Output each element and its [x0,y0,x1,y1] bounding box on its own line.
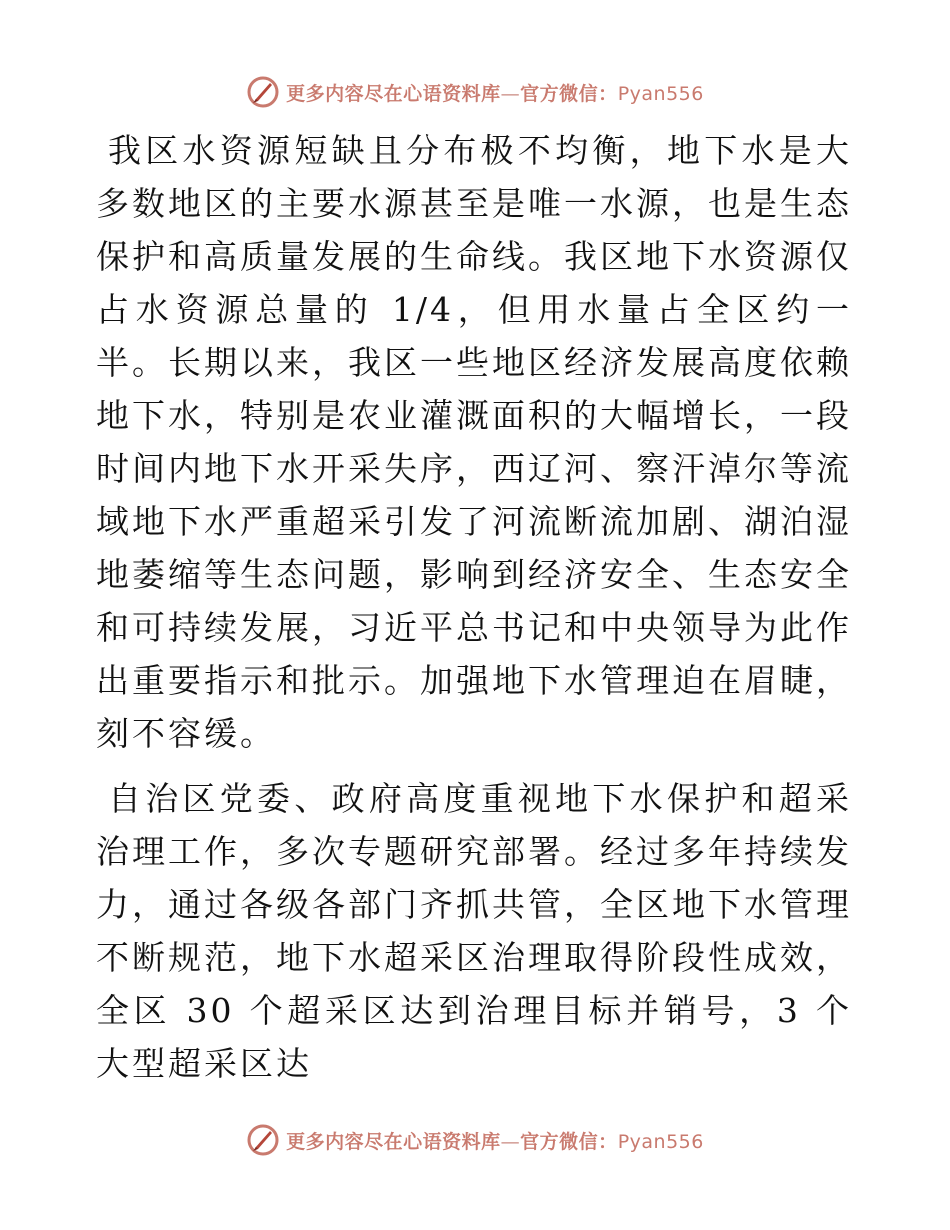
watermark-separator: — [500,82,521,105]
watermark-text [286,79,704,106]
quill-logo-icon [246,1123,280,1157]
header-watermark [0,70,950,114]
watermark-wechat-handle: Pyan556 [617,82,704,105]
watermark-title: 更多内容尽在心语资料库 [286,1130,501,1153]
watermark-wechat-label: 官方微信： [520,1130,618,1153]
quill-logo-icon [246,75,280,109]
watermark-title: 更多内容尽在心语资料库 [286,82,501,105]
paragraph-2: 自治区党委、政府高度重视地下水保护和超采治理工作，多次专题研究部署。经过多年持续发力，通过各级各部门齐抓共管，全区地下水管理不断规范，地下水超采区治理取得阶段性成效，全区 30 个超采区达到治理目标并销号，3 个大型超采区达 [96,779,852,1083]
document-body [96,124,852,1090]
paragraph-1: 我区水资源短缺且分布极不均衡，地下水是大多数地区的主要水源甚至是唯一水源，也是生态保护和高质量发展的生命线。我区地下水资源仅占水资源总量的 1/4，但用水量占全区约一半。长期以来，我区一些地区经济发展高度依赖地下水，特别是农业灌溉面积的大幅增长，一段时间内地下水开采失序，西辽河、察汗淖尔等流域地下水严重超采引发了河流断流加剧、湖泊湿地萎缩等生态问题，影响到经济安全、生态安全和可持续发展，习近平总书记和中央领导为此作出重要指示和批示。加强地下水管理迫在眉睫，刻不容缓。 [96,131,852,753]
watermark-wechat-handle: Pyan556 [617,1130,704,1153]
watermark-separator: — [500,1130,521,1153]
footer-watermark [0,1118,950,1162]
watermark-wechat-label: 官方微信： [520,82,618,105]
watermark-text [286,1127,704,1154]
